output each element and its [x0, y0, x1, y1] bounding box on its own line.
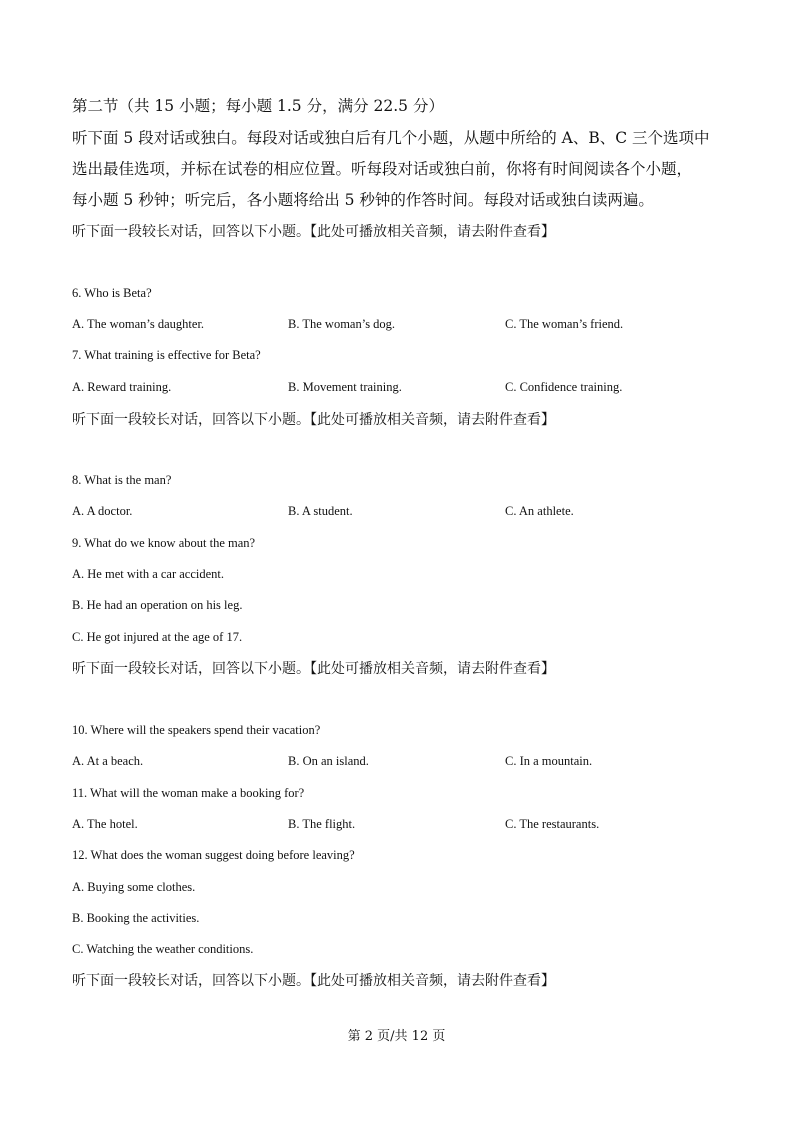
question-7-option-c[interactable]: C. Confidence training.: [505, 380, 623, 394]
question-11-option-b[interactable]: B. The flight.: [288, 817, 356, 831]
question-6-option-c[interactable]: C. The woman’s friend.: [505, 317, 624, 331]
question-9-option-b[interactable]: B. He had an operation on his leg.: [72, 598, 243, 612]
question-10-option-c[interactable]: C. In a mountain.: [505, 754, 593, 768]
question-7-option-a[interactable]: A. Reward training.: [72, 380, 172, 394]
question-12-option-b[interactable]: B. Booking the activities.: [72, 911, 200, 925]
question-9-stem: 9. What do we know about the man?: [72, 536, 256, 550]
question-6-stem: 6. Who is Beta?: [72, 286, 152, 300]
question-12-option-a[interactable]: A. Buying some clothes.: [72, 880, 196, 894]
question-9-option-a[interactable]: A. He met with a car accident.: [72, 567, 225, 581]
question-10-option-a[interactable]: A. At a beach.: [72, 754, 144, 768]
question-8-option-a[interactable]: A. A doctor.: [72, 504, 133, 518]
question-8-option-c[interactable]: C. An athlete.: [505, 504, 574, 518]
section-title: 第二节（共 15 小题；每小题 1.5 分，满分 22.5 分）: [72, 97, 444, 115]
question-9-option-c[interactable]: C. He got injured at the age of 17.: [72, 630, 243, 644]
question-10-stem: 10. Where will the speakers spend their vacation?: [72, 723, 321, 737]
directions-line-2: 选出最佳选项，并标在试卷的相应位置。听每段对话或独白前，你将有时间阅读各个小题，: [72, 160, 693, 178]
question-11-stem: 11. What will the woman make a booking for?: [72, 786, 305, 800]
audio-note: 听下面一段较长对话，回答以下小题。【此处可播放相关音频，请去附件查看】: [72, 973, 555, 989]
question-6-option-b[interactable]: B. The woman’s dog.: [288, 317, 396, 331]
question-8-stem: 8. What is the man?: [72, 473, 172, 487]
page-footer: 第 2 页/共 12 页: [347, 1029, 446, 1044]
question-8-option-b[interactable]: B. A student.: [288, 504, 353, 518]
audio-note: 听下面一段较长对话，回答以下小题。【此处可播放相关音频，请去附件查看】: [72, 412, 555, 428]
directions-line-1: 听下面 5 段对话或独白。每段对话或独白后有几个小题，从题中所给的 A、B、C 三个选项中: [72, 129, 710, 147]
audio-note: 听下面一段较长对话，回答以下小题。【此处可播放相关音频，请去附件查看】: [72, 661, 555, 677]
question-7-option-b[interactable]: B. Movement training.: [288, 380, 402, 394]
audio-note: 听下面一段较长对话，回答以下小题。【此处可播放相关音频，请去附件查看】: [72, 224, 555, 240]
question-11-option-c[interactable]: C. The restaurants.: [505, 817, 600, 831]
question-12-option-c[interactable]: C. Watching the weather conditions.: [72, 942, 254, 956]
question-11-option-a[interactable]: A. The hotel.: [72, 817, 138, 831]
question-7-stem: 7. What training is effective for Beta?: [72, 348, 261, 362]
directions-line-3: 每小题 5 秒钟；听完后，各小题将给出 5 秒钟的作答时间。每段对话或独白读两遍。: [72, 191, 654, 209]
question-12-stem: 12. What does the woman suggest doing before leaving?: [72, 848, 355, 862]
question-6-option-a[interactable]: A. The woman’s daughter.: [72, 317, 205, 331]
question-10-option-b[interactable]: B. On an island.: [288, 754, 369, 768]
